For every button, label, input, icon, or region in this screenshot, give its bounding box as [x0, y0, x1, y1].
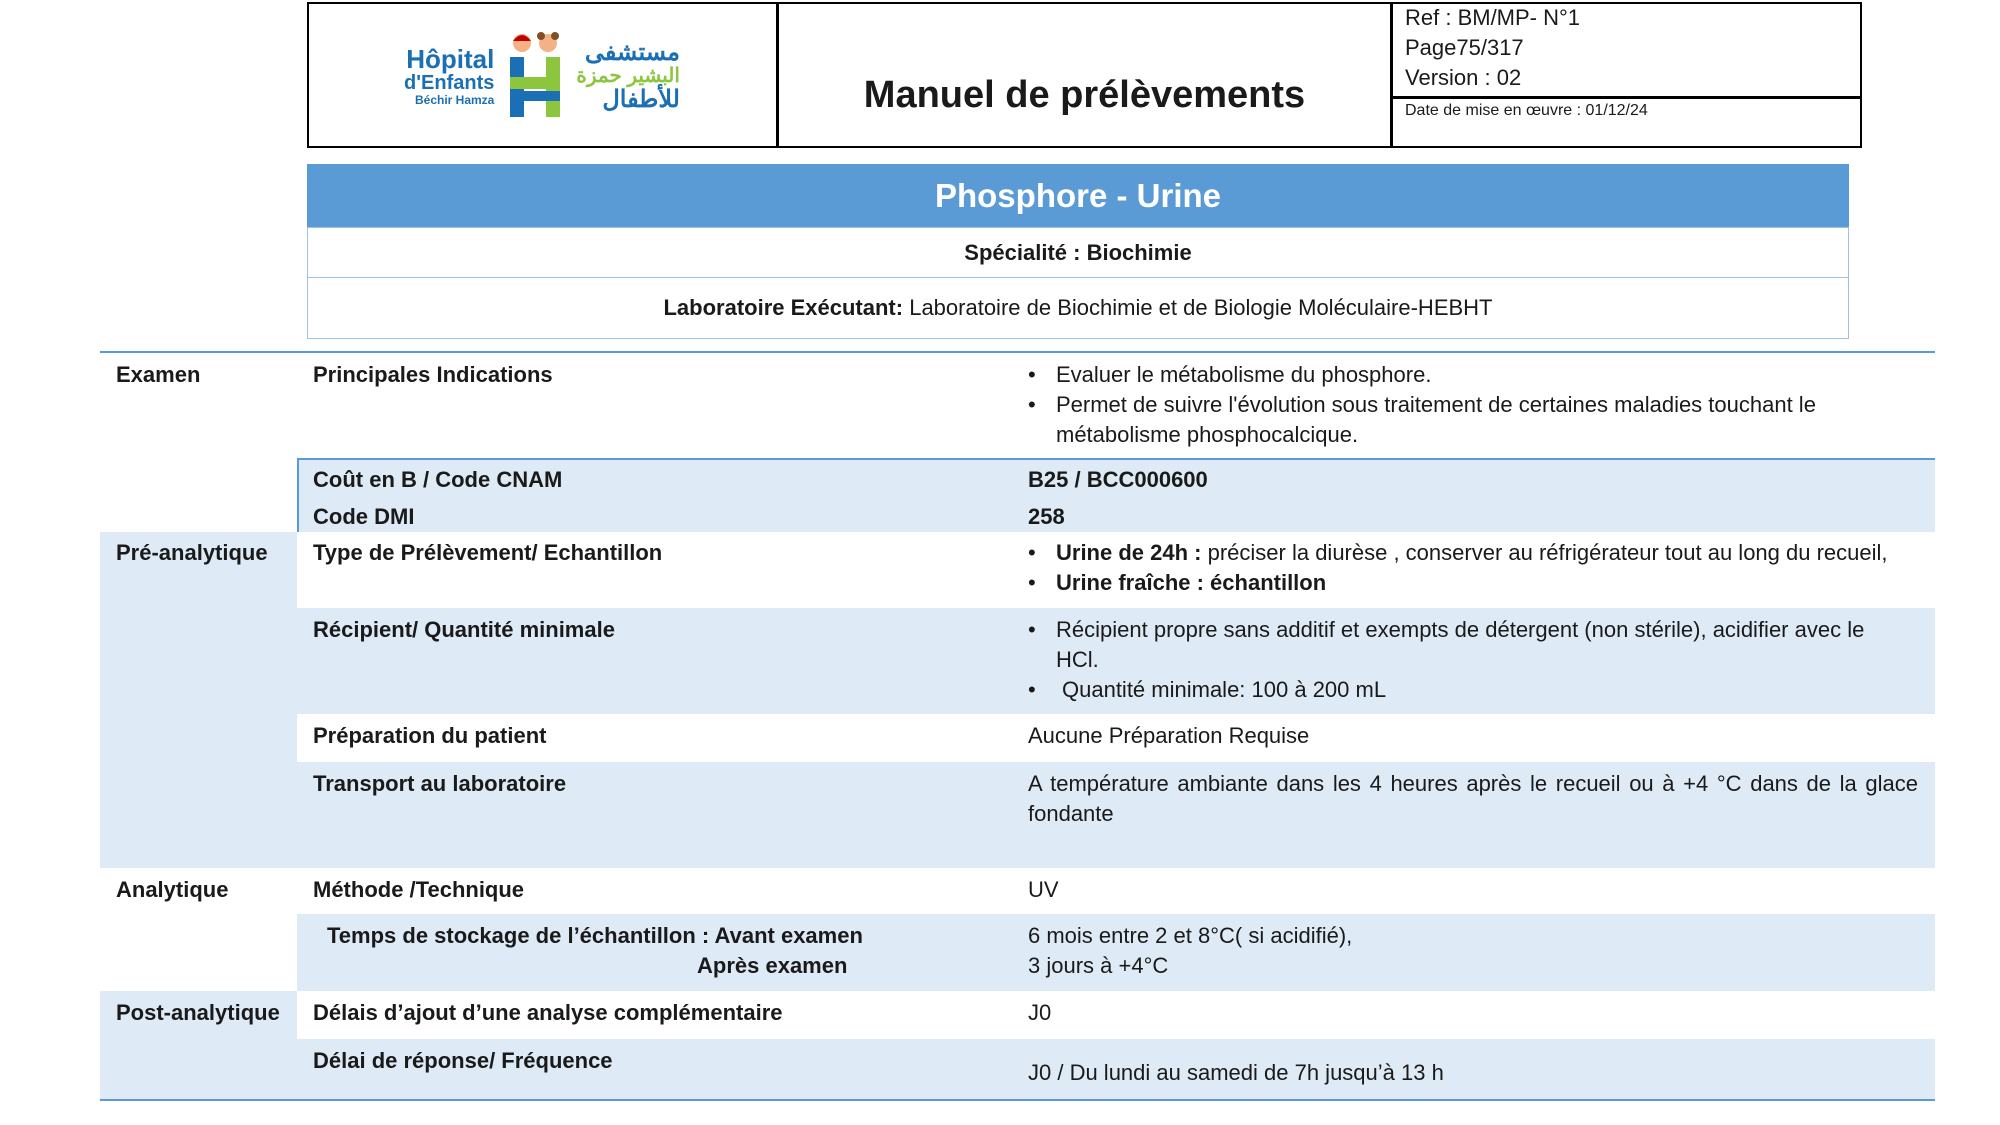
cout-label: Coût en B / Code CNAM [313, 467, 563, 492]
type-list [1028, 538, 1933, 598]
table-top-rule [100, 351, 1935, 353]
row-cout-rule [297, 458, 1935, 460]
hospital-logo [310, 6, 774, 146]
preparation-label: Préparation du patient [313, 723, 547, 748]
specialty-label: Spécialité : Biochimie [964, 239, 1192, 265]
section-analytique: Analytique [116, 877, 229, 902]
lab-label: Laboratoire Exécutant: [663, 295, 904, 320]
transport-label: Transport au laboratoire [313, 771, 567, 796]
delais-label: Délais d’ajout d’une analyse complémentaire [313, 1000, 783, 1025]
delais-value: J0 [1028, 1000, 1052, 1025]
list-item: • Quantité minimale: 100 à 200 mL [1028, 675, 1888, 705]
reponse-label: Délai de réponse/ Fréquence [313, 1048, 613, 1073]
cout-value: B25 / BCC000600 [1028, 467, 1208, 492]
recipient-label: Récipient/ Quantité minimale [313, 617, 615, 642]
type-item1-bold: Urine de 24h : [1056, 540, 1202, 565]
logo-line3: Béchir Hamza [414, 92, 495, 107]
list-item [1028, 568, 1933, 598]
ref-number: Ref : BM/MP- N°1 [1405, 5, 1581, 30]
transport-value: A température ambiante dans les 4 heures après le recueil ou à +4 °C dans de la glace fondante [1028, 771, 1918, 826]
type-item1-text: préciser la diurèse , conserver au réfrigérateur tout au long du recueil, [1201, 540, 1888, 565]
logo-emblem-icon [504, 31, 566, 121]
table-bottom-rule [100, 1099, 1935, 1101]
logo-arabic2: البشير حمزة [576, 64, 680, 87]
list-item: • Evaluer le métabolisme du phosphore. [1028, 360, 1868, 390]
reponse-value: J0 / Du lundi au samedi de 7h jusqu’à 13 h [1028, 1060, 1444, 1085]
recipient-list [1028, 615, 1888, 705]
dmi-label: Code DMI [313, 504, 415, 529]
dmi-value: 258 [1028, 504, 1065, 529]
methode-value: UV [1028, 877, 1059, 902]
implementation-date: Date de mise en œuvre : 01/12/24 [1405, 102, 1648, 119]
lab-row [307, 277, 1849, 339]
list-item [1028, 538, 1933, 568]
section-pre-bg [100, 532, 297, 868]
logo-line2: d'Enfants [404, 71, 495, 94]
page-title: Manuel de prélèvements [863, 73, 1306, 116]
stockage-label2: Après examen [697, 953, 848, 978]
version-number: Version : 02 [1405, 65, 1522, 90]
logo-line1: Hôpital [406, 43, 495, 74]
section-post-analytique: Post-analytique [116, 1000, 280, 1025]
stockage-value2: 3 jours à +4°C [1028, 953, 1169, 978]
row-cout-leftrule [297, 458, 299, 532]
analysis-title-banner: Phosphore - Urine [307, 164, 1849, 227]
page-number: Page75/317 [1405, 35, 1524, 60]
indications-label: Principales Indications [313, 362, 553, 387]
logo-arabic3: للأطفال [602, 85, 680, 113]
stockage-label1: Temps de stockage de l’échantillon : Avant examen [327, 923, 863, 948]
methode-label: Méthode /Technique [313, 877, 525, 902]
indications-list [1028, 360, 1868, 450]
list-item: • Récipient propre sans additif et exempts de détergent (non stérile), acidifier avec le HCl. [1028, 615, 1888, 675]
section-pre-analytique: Pré-analytique [116, 540, 268, 565]
specialty-row [307, 227, 1849, 278]
type-label: Type de Prélèvement/ Echantillon [313, 540, 663, 565]
list-item: • Permet de suivre l'évolution sous traitement de certaines maladies touchant le métabolisme phosphocalcique. [1028, 390, 1868, 450]
section-examen: Examen [116, 362, 201, 387]
logo-arabic1: مستشفى [584, 39, 680, 67]
type-item2-bold: Urine fraîche : échantillon [1056, 570, 1327, 595]
preparation-value: Aucune Préparation Requise [1028, 723, 1310, 748]
stockage-value1: 6 mois entre 2 et 8°C( si acidifié), [1028, 923, 1353, 948]
ref-block [1393, 3, 1861, 95]
lab-value: Laboratoire de Biochimie et de Biologie Moléculaire-HEBHT [903, 295, 1493, 320]
